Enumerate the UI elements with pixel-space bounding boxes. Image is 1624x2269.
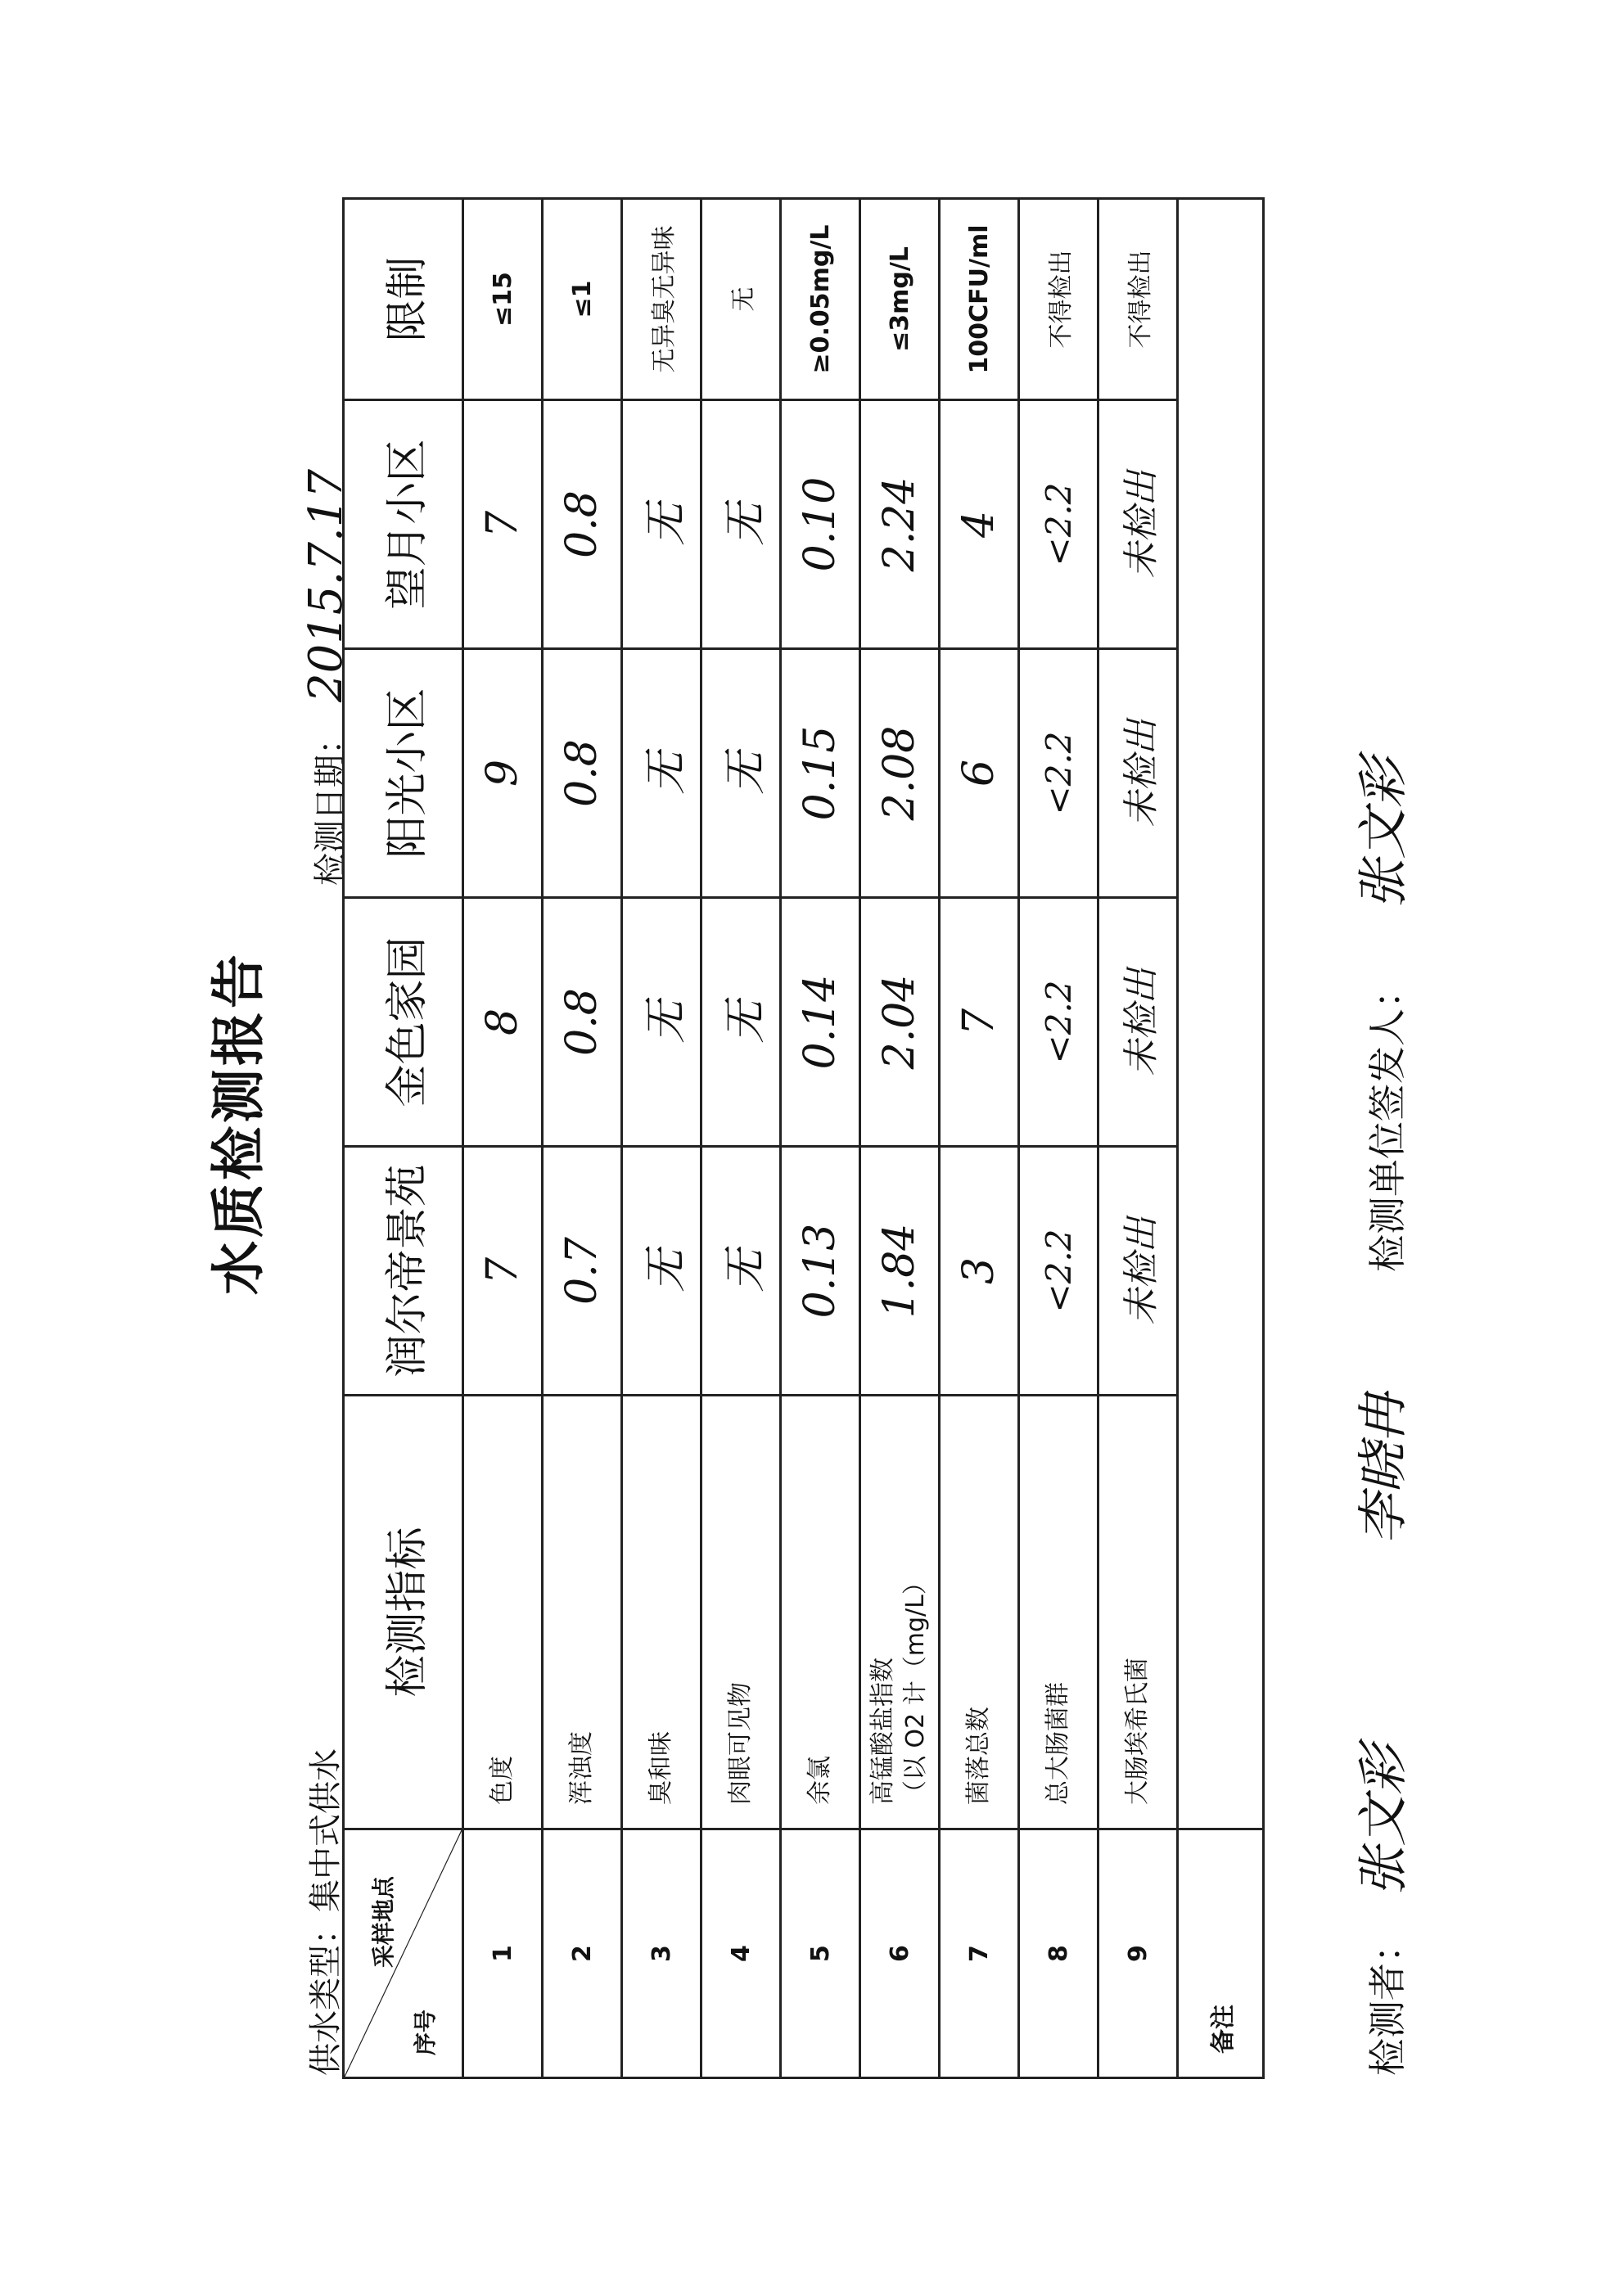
limit-value: ≤15 xyxy=(463,199,543,400)
measured-value: 2.08 xyxy=(860,649,940,898)
corner-label-index: 序号 xyxy=(412,2009,439,2055)
corner-label-site: 采样地点 xyxy=(370,1876,397,1969)
measured-value: 4 xyxy=(940,400,1019,649)
row-index: 7 xyxy=(940,1829,1019,2078)
indicator-name: 臭和味 xyxy=(622,1396,701,1829)
site-header: 阳光小区 xyxy=(344,649,463,898)
limit-value: ≥0.05mg/L xyxy=(781,199,860,400)
measured-value: 未检出 xyxy=(1098,400,1178,649)
row-index: 5 xyxy=(781,1829,860,2078)
measured-value: 1.84 xyxy=(860,1147,940,1396)
table-row xyxy=(622,199,701,2078)
table-header-row xyxy=(344,199,463,2078)
measured-value: 0.8 xyxy=(543,898,622,1147)
row-index: 6 xyxy=(860,1829,940,2078)
row-index: 8 xyxy=(1019,1829,1098,2078)
limit-value: ≤1 xyxy=(543,199,622,400)
indicator-name: 色度 xyxy=(463,1396,543,1829)
measured-value: 0.8 xyxy=(543,649,622,898)
measured-value: 0.8 xyxy=(543,400,622,649)
measured-value: 6 xyxy=(940,649,1019,898)
issuer-label: 检测单位签发人： xyxy=(1365,971,1410,1272)
issuer-signature-line xyxy=(1342,757,1415,1272)
results-table xyxy=(342,197,1265,2079)
row-index: 4 xyxy=(701,1829,781,2078)
indicator-name: 高锰酸盐指数 （以 O2 计（mg/L） xyxy=(860,1396,940,1829)
measured-value: 2.04 xyxy=(860,898,940,1147)
measured-value: 7 xyxy=(463,400,543,649)
measured-value: <2.2 xyxy=(1019,649,1098,898)
measured-value: 0.13 xyxy=(781,1147,860,1396)
corner-diagonal xyxy=(345,1830,462,2077)
site-header: 金色家园 xyxy=(344,898,463,1147)
limit-value: ≤3mg/L xyxy=(860,199,940,400)
issuer-signature: 张文彩 xyxy=(1353,757,1413,910)
indicator-header: 检测指标 xyxy=(344,1396,463,1829)
remark-content xyxy=(1178,199,1264,1829)
row-index: 9 xyxy=(1098,1829,1178,2078)
indicator-name: 菌落总数 xyxy=(940,1396,1019,1829)
measured-value: 9 xyxy=(463,649,543,898)
site-header: 望月小区 xyxy=(344,400,463,649)
test-date-label: 检测日期： xyxy=(312,722,350,886)
measured-value: 0.10 xyxy=(781,400,860,649)
tester-signature: 李晓冉 xyxy=(1353,1392,1413,1545)
limit-value: 不得检出 xyxy=(1098,199,1178,400)
measured-value: 无 xyxy=(622,1147,701,1396)
measured-value: 无 xyxy=(622,649,701,898)
tester-label: 检测者： xyxy=(1365,1925,1410,2076)
measured-value: 7 xyxy=(940,898,1019,1147)
table-row xyxy=(940,199,1019,2078)
measured-value: 无 xyxy=(701,898,781,1147)
test-date-value: 2015.7.17 xyxy=(300,468,353,702)
measured-value: 无 xyxy=(622,898,701,1147)
table-row xyxy=(781,199,860,2078)
indicator-name: 大肠埃希氏菌 xyxy=(1098,1396,1178,1829)
indicator-name: 浑浊度 xyxy=(543,1396,622,1829)
row-index: 3 xyxy=(622,1829,701,2078)
measured-value: 无 xyxy=(701,400,781,649)
limit-value: 无 xyxy=(701,199,781,400)
row-index: 2 xyxy=(543,1829,622,2078)
measured-value: <2.2 xyxy=(1019,1147,1098,1396)
measured-value: 0.7 xyxy=(543,1147,622,1396)
remark-row xyxy=(1178,199,1264,2078)
measured-value: 未检出 xyxy=(1098,1147,1178,1396)
tester-signature-line xyxy=(1342,1392,1415,2076)
limit-header: 限制 xyxy=(344,199,463,400)
measured-value: 0.14 xyxy=(781,898,860,1147)
limit-value: 100CFU/ml xyxy=(940,199,1019,400)
measured-value: 2.24 xyxy=(860,400,940,649)
corner-cell xyxy=(344,1829,463,2078)
limit-value: 无异臭无异味 xyxy=(622,199,701,400)
supply-type xyxy=(300,1748,346,2076)
table-row xyxy=(463,199,543,2078)
table-row xyxy=(1098,199,1178,2078)
tester-signature: 张文彩 xyxy=(1353,1744,1413,1897)
limit-value: 不得检出 xyxy=(1019,199,1098,400)
measured-value: 无 xyxy=(701,649,781,898)
measured-value: 8 xyxy=(463,898,543,1147)
row-index: 1 xyxy=(463,1829,543,2078)
measured-value: 未检出 xyxy=(1098,898,1178,1147)
indicator-name: 总大肠菌群 xyxy=(1019,1396,1098,1829)
table-row xyxy=(860,199,940,2078)
measured-value: <2.2 xyxy=(1019,400,1098,649)
measured-value: 3 xyxy=(940,1147,1019,1396)
supply-type-label: 供水类型： xyxy=(307,1912,345,2076)
indicator-name: 肉眼可见物 xyxy=(701,1396,781,1829)
indicator-name: 余氯 xyxy=(781,1396,860,1829)
measured-value: 无 xyxy=(701,1147,781,1396)
table-row xyxy=(543,199,622,2078)
measured-value: 0.15 xyxy=(781,649,860,898)
table-row xyxy=(701,199,781,2078)
measured-value: 7 xyxy=(463,1147,543,1396)
table-row xyxy=(1019,199,1098,2078)
measured-value: <2.2 xyxy=(1019,898,1098,1147)
measured-value: 无 xyxy=(622,400,701,649)
remark-label: 备注 xyxy=(1178,1829,1264,2078)
report-title: 水质检测报告 xyxy=(207,951,270,1295)
measured-value: 未检出 xyxy=(1098,649,1178,898)
site-header: 润尔帝景苑 xyxy=(344,1147,463,1396)
supply-type-value: 集中式供水 xyxy=(307,1748,345,1912)
